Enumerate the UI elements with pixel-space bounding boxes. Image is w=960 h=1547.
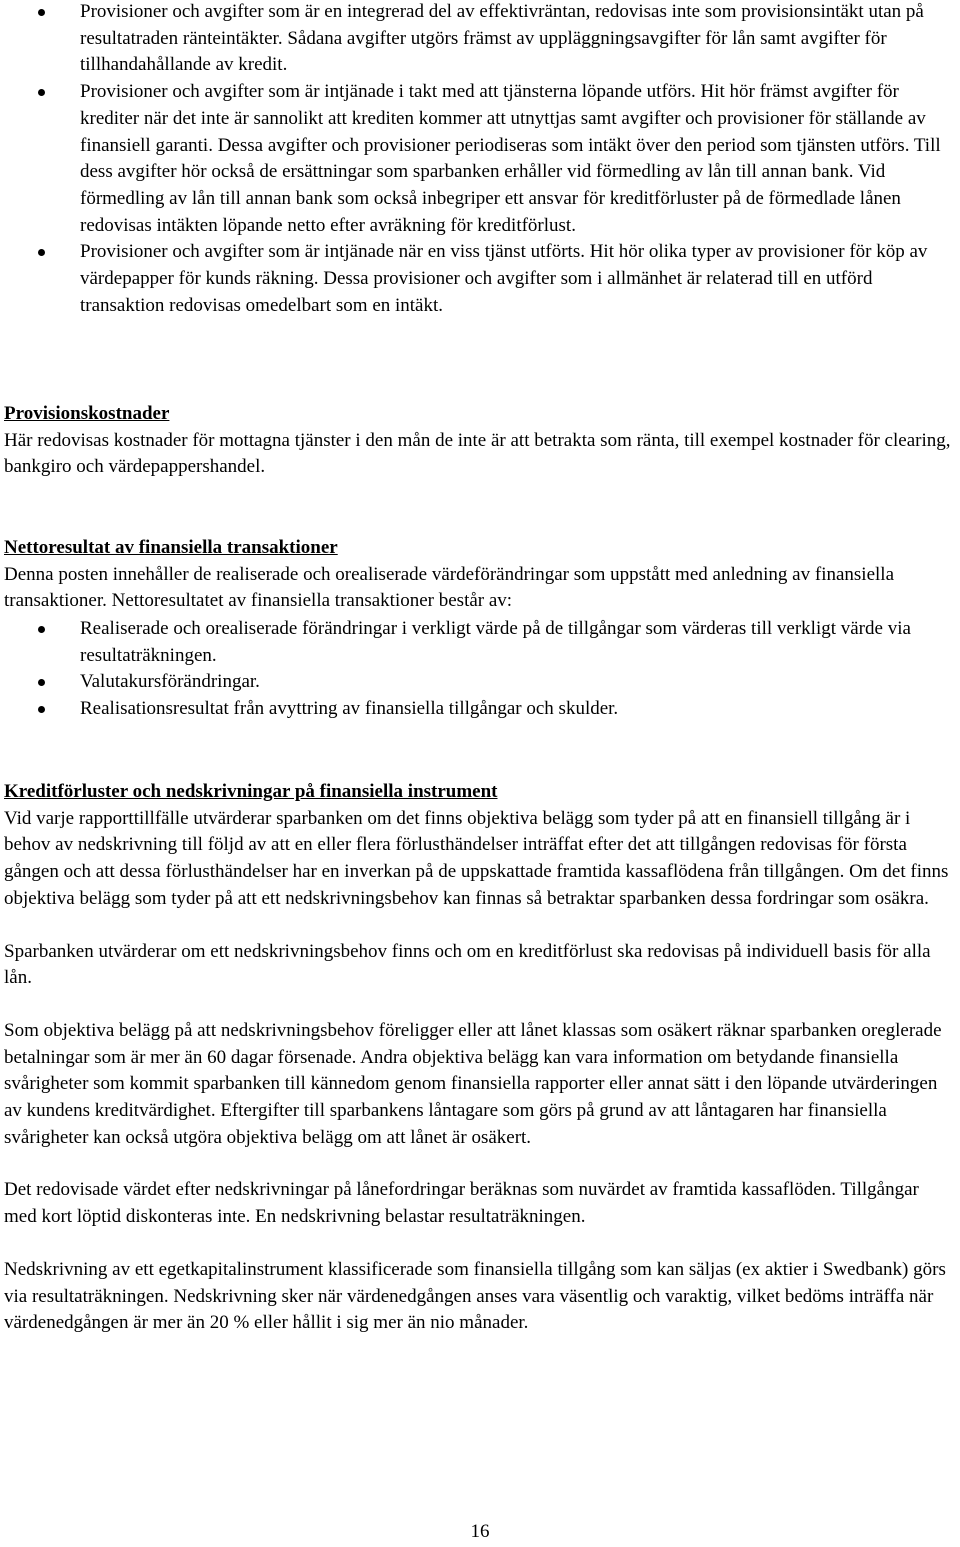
bullet-text: Realisationsresultat från avyttring av finansiella tillgångar och skulder. [80, 698, 619, 720]
section-provisionskostnader [4, 401, 956, 481]
bullet-text: Provisioner och avgifter som är intjänade i takt med att tjänsterna löpande utförs. Hit hör främst avgifter för krediter när det inte är sannolikt att krediten kommer att utnyttjas samt avgifter och provisioner för ställande av finansiell garanti. Dessa avgifter och provisioner periodiseras som intäkt över den period som tjänsten utförs. Till dess avgifter hör också de ersättningar som sparbanken erhåller vid förmedling av lån till annan bank. Vid förmedling av lån till annan bank som också inbegriper ett ansvar för kreditförluster på de förmedlade lånen redovisas intäkten löpande netto efter avräkning för kreditförlust. [80, 81, 941, 236]
section-heading: Provisionskostnader [4, 403, 170, 424]
bullet-text: Valutakursförändringar. [80, 671, 260, 693]
bullet-text: Realiserade och orealiserade förändringar i verkligt värde på de tillgångar som värderas till verkligt värde via resultaträkningen. [80, 618, 911, 666]
section-paragraph: Nedskrivning av ett egetkapitalinstrument klassificerade som finansiella tillgång som kan säljas (ex aktier i Swedbank) görs via resultaträkningen. Nedskrivning sker när värdenedgången anses vara väsentlig och varaktig, vilket bedöms inträffa när värdenedgången är mer än 20 % eller hållit i sig mer än nio månader. [4, 1258, 946, 1334]
bullet-icon [38, 89, 45, 96]
section-paragraph: Sparbanken utvärderar om ett nedskrivningsbehov finns och om en kreditförlust ska redovisas på individuell basis för alla lån. [4, 940, 931, 989]
page-number: 16 [470, 1521, 490, 1542]
list-item [0, 696, 960, 723]
list-item [0, 239, 960, 319]
list-item [0, 669, 960, 696]
list-item [0, 616, 960, 669]
section-text: Denna posten innehåller de realiserade och orealiserade värdeförändringar som uppstått med anledning av finansiella transaktioner. Nettoresultatet av finansiella transaktioner består av: [4, 563, 895, 612]
section-paragraph: Som objektiva belägg på att nedskrivningsbehov föreligger eller att lånet klassas som osäkert räknar sparbanken oreglerade betalningar som är mer än 60 dagar försenade. Andra objektiva belägg kan vara information om betydande finansiella svårigheter som kommit sparbanken till kännedom genom finansiella rapporter eller annat sätt i den löpande utvärderingen av kundens kreditvärdighet. Eftergifter till sparbankens låntagare som görs på grund av att låntagaren har finansiella svårigheter kan också utgöra objektiva belägg om att lånet är osäkert. [4, 1019, 942, 1148]
section-heading: Kreditförluster och nedskrivningar på finansiella instrument [4, 781, 498, 802]
section-paragraph: Vid varje rapporttillfälle utvärderar sparbanken om det finns objektiva belägg som tyder på att en finansiell tillgång är i behov av nedskrivning till följd av att en eller flera förlusthändelser inträffat efter det att tillgången redovisas för första gången och att dessa förlusthändelser har en inverkan på de uppskattade framtida kassaflödena från tillgången. Om det finns objektiva belägg som tyder på att ett nedskrivningsbehov kan finnas så betraktar sparbanken dessa fordringar som osäkra. [4, 807, 949, 909]
bullet-text: Provisioner och avgifter som är intjänade när en viss tjänst utförts. Hit hör olika typer av provisioner för köp av värdepapper för kunds räkning. Dessa provisioner och avgifter som i allmänhet är relaterad till en utförd transaktion redovisas omedelbart som en intäkt. [80, 241, 928, 316]
section-heading: Nettoresultat av finansiella transaktioner [4, 537, 338, 558]
bullet-icon [38, 626, 45, 633]
income-bullet-list [0, 0, 960, 319]
bullet-icon [38, 679, 45, 686]
section-kreditforluster [4, 779, 956, 1337]
bullet-icon [38, 249, 45, 256]
list-item [0, 79, 960, 239]
section-text: Här redovisas kostnader för mottagna tjänster i den mån de inte är att betrakta som ränta, till exempel kostnader för clearing, bankgiro och värdepappershandel. [4, 429, 951, 478]
bullet-icon [38, 706, 45, 713]
section-paragraph: Det redovisade värdet efter nedskrivningar på lånefordringar beräknas som nuvärdet av framtida kassaflöden. Tillgångar med kort löptid diskonteras inte. En nedskrivning belastar resultaträkningen. [4, 1179, 919, 1228]
list-item [0, 0, 960, 79]
nettoresultat-bullet-list [0, 616, 960, 723]
bullet-text: Provisioner och avgifter som är en integrerad del av effektivräntan, redovisas inte som provisionsintäkt utan på resultatraden ränteintäkter. Sådana avgifter utgörs främst av uppläggningsavgifter för lån samt avgifter för tillhandahållande av kredit. [80, 1, 924, 76]
bullet-icon [38, 9, 45, 16]
section-nettoresultat [4, 535, 956, 615]
